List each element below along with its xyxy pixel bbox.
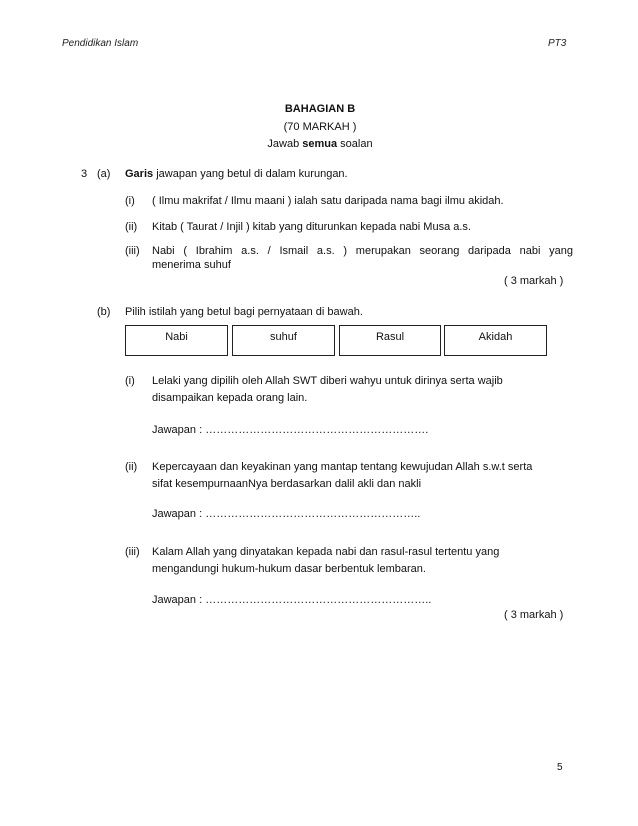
- part-b-item-text: Kepercayaan dan keyakinan yang mantap tentang kewujudan Allah s.w.t serta: [152, 461, 533, 473]
- page-number: 5: [557, 762, 563, 773]
- option-label: Rasul: [375, 331, 405, 343]
- option-box-rasul: [339, 325, 441, 356]
- answer-line: Jawapan : …………………………………………………..: [152, 508, 421, 520]
- part-a-item-num: (i): [125, 195, 135, 207]
- answer-line: Jawapan : ……………………………………………………..: [152, 594, 432, 606]
- option-box-nabi: [125, 325, 228, 356]
- section-instruction-bold: semua: [302, 138, 338, 150]
- option-box-suhuf: [232, 325, 335, 356]
- part-a-marks: ( 3 markah ): [504, 275, 564, 287]
- option-box-akidah: [444, 325, 547, 356]
- option-label: suhuf: [270, 331, 297, 343]
- section-instruction-post: soalan: [337, 138, 373, 150]
- answer-line: Jawapan : …………………………………………………….: [152, 424, 429, 436]
- part-b-label: (b): [97, 306, 111, 318]
- option-label: Nabi: [165, 331, 188, 343]
- part-a-item-text: ( Ilmu makrifat / Ilmu maani ) ialah satu daripada nama bagi ilmu akidah.: [152, 195, 504, 207]
- part-b-item-text-cont: disampaikan kepada orang lain.: [152, 392, 308, 404]
- section-instruction-pre: Jawab: [267, 138, 303, 150]
- part-a-item-num: (iii): [125, 245, 140, 257]
- part-a-label: (a): [97, 168, 111, 180]
- header-subject: Pendidikan Islam: [62, 38, 139, 49]
- part-b-item-text-cont: mengandungi hukum-hukum dasar berbentuk lembaran.: [152, 563, 426, 575]
- part-b-item-text: Kalam Allah yang dinyatakan kepada nabi dan rasul-rasul tertentu yang: [152, 546, 500, 558]
- part-b-marks: ( 3 markah ): [504, 609, 564, 621]
- part-b-item-num: (ii): [125, 461, 138, 473]
- part-a-item-text: Nabi ( Ibrahim a.s. / Ismail a.s. ) merupakan seorang daripada nabi yang: [152, 245, 573, 257]
- part-a-instruction: [125, 168, 348, 180]
- question-number: 3: [81, 168, 88, 180]
- part-b-item-text-cont: sifat kesempurnaanNya berdasarkan dalil akli dan nakli: [152, 478, 422, 490]
- part-a-item-num: (ii): [125, 221, 138, 233]
- part-a-item-text-cont: menerima suhuf: [152, 259, 231, 271]
- header-code: PT3: [548, 38, 567, 49]
- part-a-item-text: Kitab ( Taurat / Injil ) kitab yang diturunkan kepada nabi Musa a.s.: [152, 221, 471, 233]
- part-b-item-text: Lelaki yang dipilih oleh Allah SWT diberi wahyu untuk dirinya serta wajib: [152, 375, 503, 387]
- section-title: BAHAGIAN B: [284, 103, 356, 115]
- section-instruction: [220, 138, 420, 150]
- part-b-instruction: Pilih istilah yang betul bagi pernyataan di bawah.: [125, 306, 363, 318]
- part-a-instruction-rest: jawapan yang betul di dalam kurungan.: [153, 168, 348, 180]
- part-a-instruction-bold: Garis: [125, 168, 154, 180]
- part-b-item-num: (i): [125, 375, 135, 387]
- option-label: Akidah: [478, 331, 513, 343]
- section-marks: (70 MARKAH ): [283, 121, 357, 133]
- part-b-item-num: (iii): [125, 546, 140, 558]
